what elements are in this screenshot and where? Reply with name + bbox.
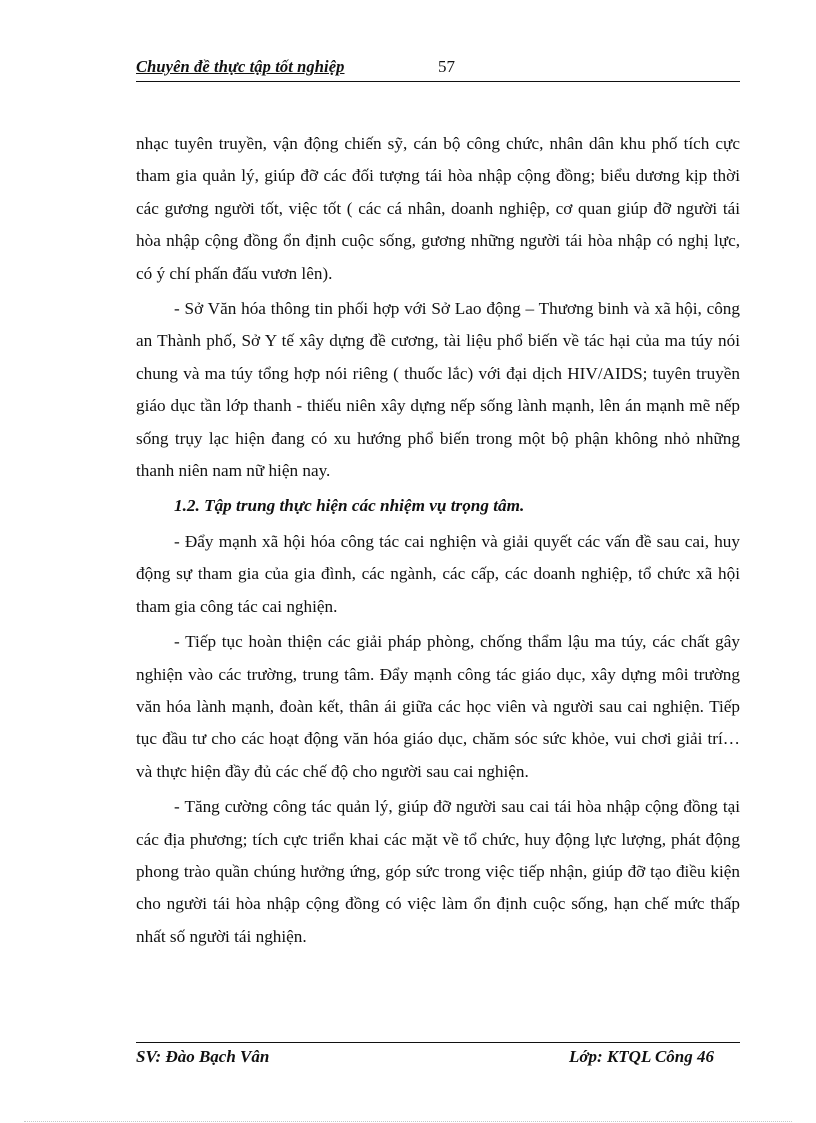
paragraph-continuation: nhạc tuyên truyền, vận động chiến sỹ, cán bộ công chức, nhân dân khu phố tích cực tham gia quản lý, giúp đỡ các đối tượng tái hòa nhập cộng đồng; biểu dương kịp thời các gương người tốt, việc tốt ( các cá nhân, doanh nghiệp, cơ quan giúp đỡ người tái hòa nhập cộng đồng ổn định cuộc sống, gương những người tái hòa nhập có nghị lực, có ý chí phấn đấu vươn lên). [136, 134, 740, 283]
paragraph-culture-department: - Sở Văn hóa thông tin phối hợp với Sở Lao động – Thương binh và xã hội, công an Thành phố, Sở Y tế xây dựng đề cương, tài liệu phổ biến về tác hại của ma túy nói chung và ma túy tổng hợp nói riêng ( thuốc lắc) với đại dịch HIV/AIDS; tuyên truyền giáo dục tần lớp thanh - thiếu niên xây dựng nếp sống lành mạnh, lên án mạnh mẽ nếp sống trụy lạc hiện đang có xu hướng phổ biến trong một bộ phận không nhỏ những thanh niên nam nữ hiện nay. [136, 299, 740, 481]
page-number: 57 [438, 57, 455, 76]
paragraph-socialization: - Đẩy mạnh xã hội hóa công tác cai nghiện và giải quyết các vấn đề sau cai, huy động sự tham gia của gia đình, các ngành, các cấp, các doanh nghiệp, tổ chức xã hội tham gia công tác cai nghiện. [136, 531, 740, 616]
page-footer [136, 1042, 740, 1069]
header-title: Chuyên đề thực tập tốt nghiệp [136, 57, 345, 76]
paragraph-prevention: - Tiếp tục hoàn thiện các giải pháp phòng, chống thẩm lậu ma túy, các chất gây nghiện vào các trường, trung tâm. Đẩy mạnh công tác giáo dục, xây dựng môi trường văn hóa lành mạnh, đoàn kết, thân ái giữa các học viên và người sau cai nghiện. Tiếp tục đầu tư cho các hoạt động văn hóa giáo dục, chăm sóc sức khỏe, vui chơi giải trí… và thực hiện đầy đủ các chế độ cho người sau cai nghiện. [136, 632, 740, 781]
page-header [136, 57, 740, 82]
document-body [136, 128, 740, 956]
section-heading: 1.2. Tập trung thực hiện các nhiệm vụ trọng tâm. [174, 496, 525, 516]
footer-class-name: Lớp: KTQL Công 46 [569, 1047, 714, 1066]
page-edge-divider [24, 1121, 792, 1122]
footer-student-name: SV: Đào Bạch Vân [136, 1047, 270, 1066]
paragraph-management: - Tăng cường công tác quản lý, giúp đỡ người sau cai tái hòa nhập cộng đồng tại các địa phương; tích cực triển khai các mặt về tổ chức, huy động lực lượng, phát động phong trào quần chúng hưởng ứng, góp sức trong việc tiếp nhận, giúp đỡ tạo điều kiện cho người tái hòa nhập cộng đồng có việc làm ổn định cuộc sống, hạn chế mức thấp nhất số người tái nghiện. [136, 797, 740, 946]
